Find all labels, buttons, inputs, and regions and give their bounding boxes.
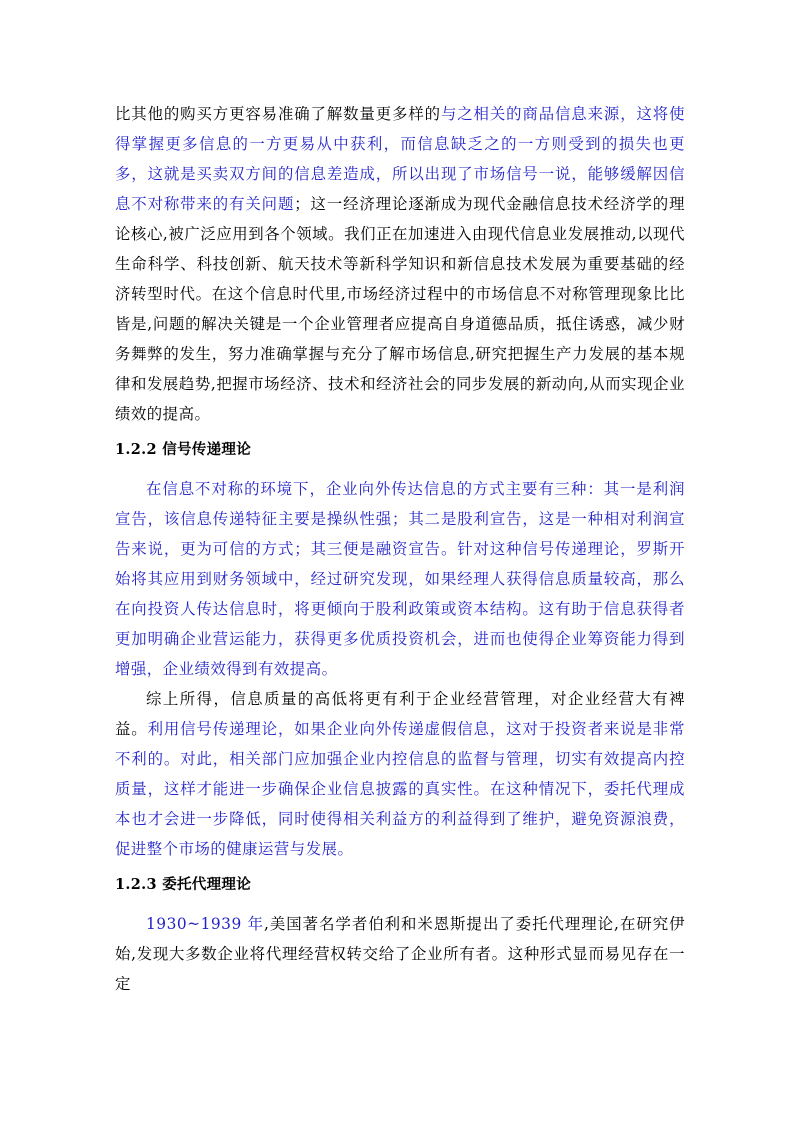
- highlighted-text: 与之相关的商品信息来源，这将使得掌握更多信息的一方更易从中获利，而信息缺乏之的一方则受到的损失也更多，这就是买卖双方间的信息差造成，所以出现了市场信号一说，能够缓解因信息不对称带来的有关问题: [115, 105, 685, 213]
- document-body: [115, 99, 685, 999]
- highlighted-text: 利用信号传递理论，如果企业向外传递虚假信息，这对于投资者来说是非常不利的。对此，相关部门应加强企业内控信息的监督与管理，切实有效提高内控质量，这样才能进一步确保企业信息披露的真实性。在这种情况下，委托代理成本也才会进一步降低，同时使得相关利益方的利益得到了维护，避免资源浪费，促进整个市场的健康运营与发展。: [115, 720, 685, 858]
- paragraph-text: ；这一经济理论逐渐成为现代金融信息技术经济学的理论核心,被广泛应用到各个领域。我们正在加速进入由现代信息业发展推动,以现代生命科学、科技创新、航天技术等新科学知识和新信息技术发展为重要基础的经济转型时代。在这个信息时代里,市场经济过程中的市场信息不对称管理现象比比皆是,问题的解决关键是一个企业管理者应提高自身道德品质，抵住诱惑，减少财务舞弊的发生，努力准确掌握与充分了解市场信息,研究把握生产力发展的基本规律和发展趋势,把握市场经济、技术和经济社会的同步发展的新动向,从而实现企业绩效的提高。: [115, 195, 685, 423]
- paragraph-text: 综上所得，信息质量的高低将更有利于企业经营管理，对企业经营大有裨益。: [115, 690, 685, 738]
- paragraph-signal-transmission: 在信息不对称的环境下，企业向外传达信息的方式主要有三种：其一是利润宣告，该信息传递特征主要是操纵性强；其二是股利宣告，这是一种相对利润宣告来说，更为可信的方式；其三便是融资宣告。针对这种信号传递理论，罗斯开始将其应用到财务领域中，经过研究发现，如果经理人获得信息质量较高，那么在向投资人传达信息时，将更倾向于股利政策或资本结构。这有助于信息获得者更加明确企业营运能力，获得更多优质投资机会，进而也使得企业筹资能力得到增强，企业绩效得到有效提高。: [115, 480, 685, 678]
- paragraph-information-asymmetry: [115, 99, 685, 429]
- paragraph-summary: [115, 684, 685, 864]
- section-heading-signal-theory: 1.2.2 信号传递理论: [115, 441, 252, 458]
- paragraph-text: 比其他的购买方更容易准确了解数量更多样的: [115, 105, 441, 123]
- paragraph-text: ,美国著名学者伯利和米恩斯提出了委托代理理论,在研究伊始,发现大多数企业将代理经营权转交给了企业所有者。这种形式显而易见存在一定: [115, 915, 685, 993]
- section-heading-agency-theory: 1.2.3 委托代理理论: [115, 876, 252, 893]
- paragraph-agency-theory: [115, 909, 685, 999]
- highlighted-text: 1930~1939 年: [146, 915, 265, 933]
